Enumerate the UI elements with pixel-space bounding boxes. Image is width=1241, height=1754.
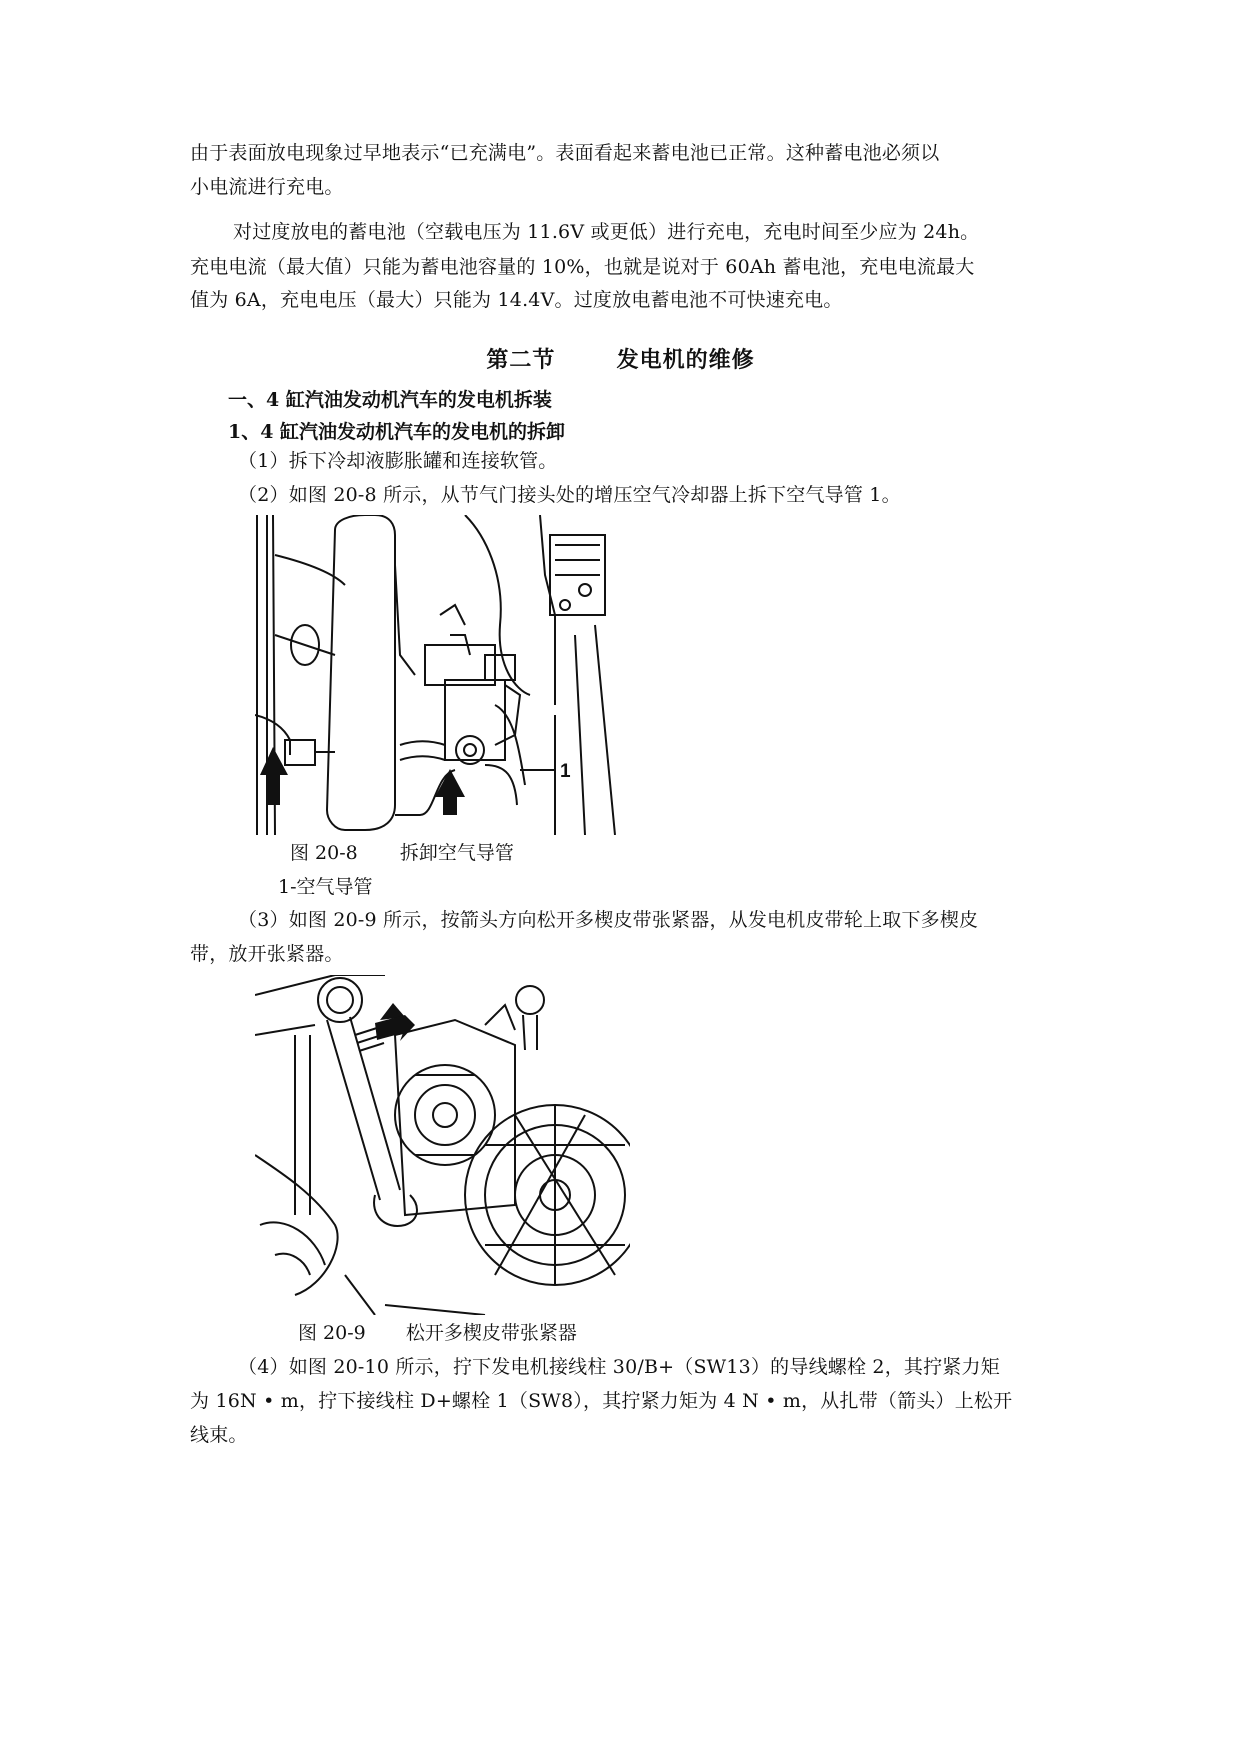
paragraph-line: 充电电流（最大值）只能为蓄电池容量的 10%，也就是说对于 60Ah 蓄电池，充电电流最大: [190, 256, 975, 278]
figure1-caption-number: 图 20-8: [290, 842, 358, 864]
paragraph-line: 小电流进行充电。: [190, 176, 344, 198]
step-item-continued: 线束。: [190, 1424, 248, 1446]
step-item-continued: 带，放开张紧器。: [190, 943, 344, 965]
figure2-caption-text: 松开多楔皮带张紧器: [405, 1322, 577, 1344]
step-item: （4）如图 20-10 所示，拧下发电机接线柱 30/B+（SW13）的导线螺栓 2，其拧紧力矩: [238, 1356, 1000, 1378]
figure-belt-tensioner: [255, 975, 630, 1315]
section-title: [0, 343, 1241, 374]
heading-level1: 一、4 缸汽油发动机汽车的发电机拆装: [228, 389, 552, 411]
figure2-caption-number: 图 20-9: [298, 1322, 366, 1344]
callout-1: 1: [560, 761, 571, 782]
heading-level2: 1、4 缸汽油发动机汽车的发电机的拆卸: [228, 421, 566, 443]
paragraph-line: 值为 6A，充电电压（最大）只能为 14.4V。过度放电蓄电池不可快速充电。: [190, 289, 843, 311]
paragraph-line: 由于表面放电现象过早地表示“已充满电”。表面看起来蓄电池已正常。这种蓄电池必须以: [190, 142, 940, 164]
section-name: 发电机的维修: [616, 347, 755, 373]
step-item: （2）如图 20-8 所示，从节气门接头处的增压空气冷却器上拆下空气导管 1。: [238, 484, 901, 506]
step-item: （3）如图 20-9 所示，按箭头方向松开多楔皮带张紧器，从发电机皮带轮上取下多楔皮: [238, 909, 979, 931]
paragraph-line: 对过度放电的蓄电池（空载电压为 11.6V 或更低）进行充电，充电时间至少应为 24h。: [233, 221, 980, 243]
figure1-caption-text: 拆卸空气导管: [399, 842, 514, 864]
figure1-caption: [290, 838, 514, 865]
section-number: 第二节: [486, 347, 556, 373]
step-item: （1）拆下冷却液膨胀罐和连接软管。: [238, 450, 558, 472]
step-item-continued: 为 16N • m，拧下接线柱 D+螺栓 1（SW8），其拧紧力矩为 4 N • m，从扎带（箭头）上松开: [190, 1390, 1013, 1412]
figure-air-duct-removal: [255, 515, 630, 835]
figure1-legend: 1-空气导管: [278, 876, 373, 898]
figure2-caption: [298, 1318, 577, 1345]
